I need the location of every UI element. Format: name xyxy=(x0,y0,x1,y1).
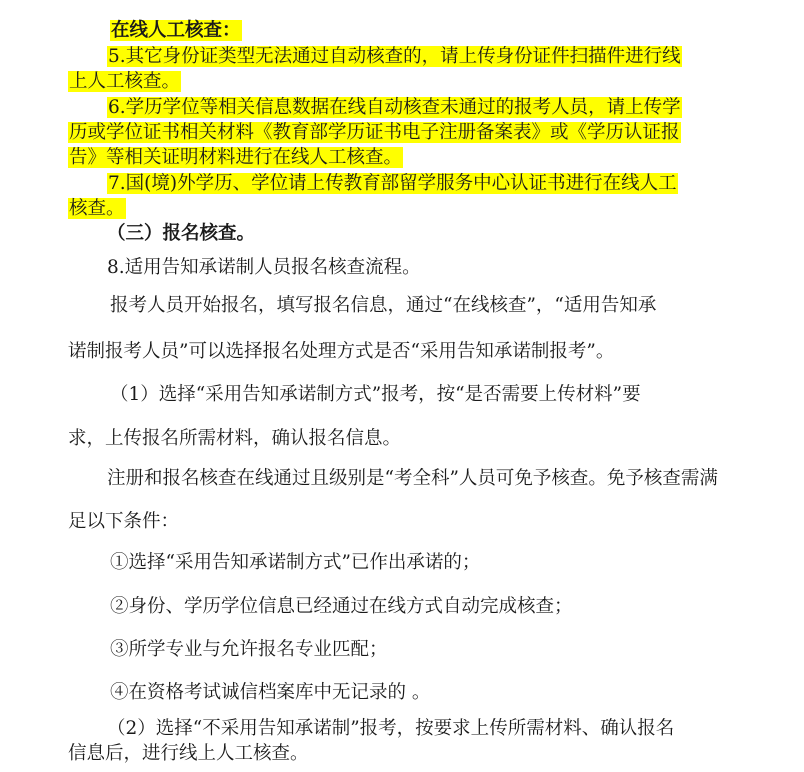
condition-3: ③所学专业与允许报名专业匹配； xyxy=(110,639,388,660)
para4-line1: （2）选择“不采用告知承诺制”报考，按要求上传所需材料、确认报名 xyxy=(107,718,675,739)
para3-line1: 注册和报名核查在线通过且级别是“考全科”人员可免予核查。免予核查需满 xyxy=(107,468,718,489)
para1-line2: 诺制报考人员”可以选择报名处理方式是否“采用告知承诺制报考”。 xyxy=(68,341,615,362)
item8-text: 8.适用告知承诺制人员报名核查流程。 xyxy=(107,257,421,278)
item5-line2: 上人工核查。 xyxy=(69,71,181,92)
item7-line1: 7.国(境)外学历、学位请上传教育部留学服务中心认证书进行在线人工 xyxy=(108,173,677,194)
para4-line2: 信息后，进行线上人工核查。 xyxy=(68,743,309,764)
item5-line1: 5.其它身份证类型无法通过自动核查的，请上传身份证件扫描件进行线 xyxy=(108,46,681,67)
condition-2: ②身份、学历学位信息已经通过在线方式自动完成核查； xyxy=(110,596,573,617)
para3-line2: 足以下条件： xyxy=(68,511,180,532)
section3-heading: （三）报名核查。 xyxy=(107,223,256,244)
condition-1: ①选择“采用告知承诺制方式”已作出承诺的； xyxy=(110,552,481,573)
condition-4: ④在资格考试诚信档案库中无记录的 。 xyxy=(110,682,431,703)
item6-line2: 历或学位证书相关材料《教育部学历证书电子注册备案表》或《学历认证报 xyxy=(69,122,680,143)
item6-line1: 6.学历学位等相关信息数据在线自动核查未通过的报考人员，请上传学 xyxy=(108,97,681,118)
highlighted-heading: 在线人工核查： xyxy=(111,20,241,41)
item7-line2: 核查。 xyxy=(69,198,125,219)
para2-line2: 求，上传报名所需材料，确认报名信息。 xyxy=(68,428,402,449)
para2-line1: （1）选择“采用告知承诺制方式”报考，按“是否需要上传材料”要 xyxy=(110,384,641,405)
para1-line1: 报考人员开始报名，填写报名信息，通过“在线核查”，“适用告知承 xyxy=(110,295,657,316)
item6-line3: 告》等相关证明材料进行在线人工核查。 xyxy=(69,147,403,168)
